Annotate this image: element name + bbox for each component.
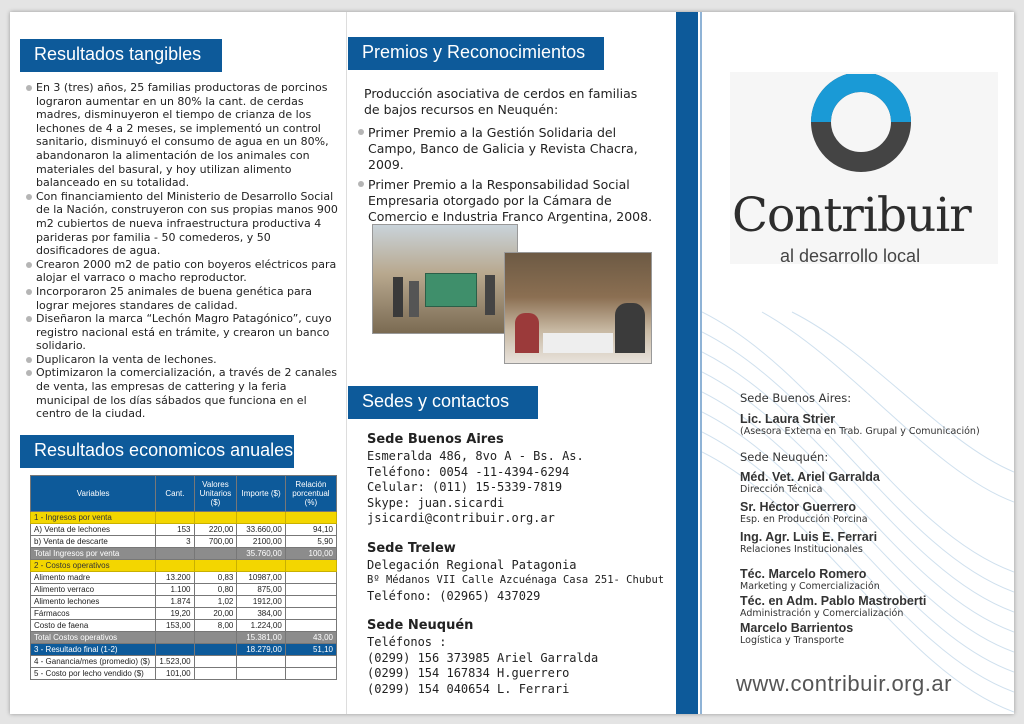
- table-cell: Alimento verraco: [31, 584, 156, 596]
- table-row: [31, 560, 337, 572]
- person-name: Marcelo Barrientos: [740, 621, 854, 635]
- table-cell: 3 - Resultado final (1-2): [31, 644, 156, 656]
- tangible-results-list: [26, 81, 340, 421]
- table-cell: [194, 668, 237, 680]
- person-name: Méd. Vet. Ariel Garralda: [740, 470, 880, 484]
- table-row: [31, 524, 337, 536]
- table-cell: 1.100: [156, 584, 194, 596]
- sede-block: [367, 618, 687, 697]
- table-cell: 5,90: [285, 536, 336, 548]
- sede-line: Esmeralda 486, 8vo A - Bs. As.: [367, 449, 584, 463]
- table-cell: [237, 560, 285, 572]
- person-entry: [740, 500, 1012, 525]
- person-role: Marketing y Comercialización: [740, 581, 880, 592]
- awards-intro: Producción asociativa de cerdos en familias de bajos recursos en Neuquén:: [364, 86, 638, 117]
- table-cell: [194, 548, 237, 560]
- person-name: Ing. Agr. Luis E. Ferrari: [740, 530, 878, 544]
- table-header-cell: Variables: [31, 476, 156, 512]
- person-entry: [740, 470, 1012, 495]
- bullet-item: En 3 (tres) años, 25 familias productoras de porcinos lograron aumentar en un 80% la cant. de cerdas madres, disminuyeron el tiempo de crianza de los lechones de 4 a 2 meses, se implementó un control sanitario, disminuyó el consumo de agua en un 80%, abandonaron la alimentación de los animales con materiales del basural, y hoy utilizan alimento balanceado en su totalidad.: [26, 81, 340, 190]
- table-cell: [285, 584, 336, 596]
- economic-results-table: [30, 475, 337, 680]
- table-cell: Alimento madre: [31, 572, 156, 584]
- table-cell: [285, 572, 336, 584]
- table-cell: 1,02: [194, 596, 237, 608]
- table-shape: [543, 333, 613, 353]
- table-cell: 43,00: [285, 632, 336, 644]
- table-row: [31, 536, 337, 548]
- table-cell: Total Ingresos por venta: [31, 548, 156, 560]
- table-cell: [285, 668, 336, 680]
- table-cell: 2 - Costos operativos: [31, 560, 156, 572]
- table-row: [31, 572, 337, 584]
- table-cell: [156, 548, 194, 560]
- logo-name: Contribuir: [732, 188, 971, 243]
- table-cell: 384,00: [237, 608, 285, 620]
- person-shape: [393, 277, 403, 317]
- person-entry: [740, 412, 1012, 437]
- sede-block: [367, 541, 687, 605]
- table-cell: [285, 512, 336, 524]
- person-role: Dirección Técnica: [740, 484, 823, 495]
- sede-line: (0299) 154 040654 L. Ferrari: [367, 681, 570, 696]
- table-cell: [156, 644, 194, 656]
- bullet-item: Duplicaron la venta de lechones.: [26, 353, 340, 367]
- table-row: [31, 548, 337, 560]
- table-cell: Alimento lechones: [31, 596, 156, 608]
- table-cell: 0,83: [194, 572, 237, 584]
- table-cell: 10987,00: [237, 572, 285, 584]
- table-cell: 33.660,00: [237, 524, 285, 536]
- table-cell: 100,00: [285, 548, 336, 560]
- table-cell: 5 - Costo por lecho vendido ($): [31, 668, 156, 680]
- person-shape: [409, 281, 419, 317]
- table-row: [31, 644, 337, 656]
- person-entry: [740, 567, 1012, 592]
- table-cell: b) Venta de descarte: [31, 536, 156, 548]
- fold-line: [346, 12, 347, 714]
- table-cell: [237, 512, 285, 524]
- table-cell: 20,00: [194, 608, 237, 620]
- table-row: [31, 608, 337, 620]
- table-row: [31, 668, 337, 680]
- table-cell: 35.760,00: [237, 548, 285, 560]
- table-header-cell: Importe ($): [237, 476, 285, 512]
- table-cell: 220,00: [194, 524, 237, 536]
- person-role: Administración y Comercialización: [740, 608, 904, 619]
- sede-ba-label: Sede Buenos Aires:: [740, 391, 852, 405]
- nq-people-list: [740, 470, 1012, 648]
- table-cell: 51,10: [285, 644, 336, 656]
- trailer-shape: [425, 273, 477, 307]
- table-cell: 875,00: [237, 584, 285, 596]
- table-row: [31, 620, 337, 632]
- table-cell: 94,10: [285, 524, 336, 536]
- sede-line: Teléfono: (02965) 437029: [367, 588, 541, 603]
- table-cell: Fármacos: [31, 608, 156, 620]
- table-cell: 2100,00: [237, 536, 285, 548]
- table-header-cell: Valores Unitarios ($): [194, 476, 237, 512]
- table-cell: 1 - Ingresos por venta: [31, 512, 156, 524]
- table-cell: 1.874: [156, 596, 194, 608]
- table-cell: 3: [156, 536, 194, 548]
- table-cell: 153: [156, 524, 194, 536]
- header-premios: Premios y Reconocimientos: [348, 37, 604, 70]
- sede-line: Skype: juan.sicardi: [367, 495, 505, 510]
- table-cell: 101,00: [156, 668, 194, 680]
- table-cell: [194, 632, 237, 644]
- header-resultados-tangibles: Resultados tangibles: [20, 39, 222, 72]
- sede-line: Teléfono: 0054 -11-4394-6294: [367, 464, 570, 479]
- website-link[interactable]: www.contribuir.org.ar: [736, 671, 952, 696]
- table-header-row: [31, 476, 337, 512]
- table-cell: [194, 656, 237, 668]
- header-resultados-economicos: Resultados economicos anuales: [20, 435, 294, 468]
- table-cell: 153,00: [156, 620, 194, 632]
- awards-list: [358, 125, 668, 229]
- table-cell: [237, 656, 285, 668]
- table-row: [31, 584, 337, 596]
- table-cell: 15.381,00: [237, 632, 285, 644]
- sede-line: Celular: (011) 15-5339-7819: [367, 480, 563, 494]
- table-cell: 4 - Ganancia/mes (promedio) ($): [31, 656, 156, 668]
- sede-title: Sede Buenos Aires: [367, 432, 504, 447]
- sede-line: Teléfonos :: [367, 635, 447, 649]
- sede-line: (0299) 156 373985 Ariel Garralda: [367, 650, 599, 665]
- person-name: Sr. Héctor Guerrero: [740, 500, 857, 514]
- person-shape: [515, 313, 539, 353]
- brochure-sheet: [10, 12, 1014, 714]
- bullet-item: Primer Premio a la Responsabilidad Social Empresaria otorgado por la Cámara de Comercio e Industria Franco Argentina, 2008.: [358, 177, 668, 225]
- table-cell: [237, 668, 285, 680]
- sede-title: Sede Trelew: [367, 540, 456, 556]
- table-cell: [285, 620, 336, 632]
- person-entry: [740, 530, 1012, 555]
- person-role: Logística y Transporte: [740, 635, 845, 646]
- table-cell: [156, 512, 194, 524]
- sede-title: Sede Neuquén: [367, 618, 474, 633]
- table-row: [31, 632, 337, 644]
- person-role: Relaciones Institucionales: [740, 544, 863, 555]
- person-entry: [740, 594, 1012, 619]
- person-shape: [615, 303, 645, 353]
- sede-line: Bº Médanos VII Calle Azcuénaga Casa 251- Chubut: [367, 574, 665, 586]
- sede-line: (0299) 154 167834 H.guerrero: [367, 666, 570, 680]
- table-cell: 8,00: [194, 620, 237, 632]
- table-row: [31, 656, 337, 668]
- table-cell: [285, 656, 336, 668]
- table-cell: [285, 560, 336, 572]
- person-role: (Asesora Externa en Trab. Grupal y Comunicación): [740, 426, 980, 437]
- table-cell: 1.523,00: [156, 656, 194, 668]
- table-cell: Costo de faena: [31, 620, 156, 632]
- person-name: Téc. Marcelo Romero: [740, 567, 867, 581]
- bullet-item: Diseñaron la marca “Lechón Magro Patagónico”, cuyo registro nacional está en trámite, y crearon un banco solidario.: [26, 312, 340, 353]
- table-cell: 0,80: [194, 584, 237, 596]
- logo-tagline: al desarrollo local: [780, 246, 921, 266]
- table-cell: [194, 512, 237, 524]
- table-header-cell: Relación porcentual (%): [285, 476, 336, 512]
- table-cell: 1912,00: [237, 596, 285, 608]
- table-cell: 19,20: [156, 608, 194, 620]
- table-cell: 18.279,00: [237, 644, 285, 656]
- bullet-item: Crearon 2000 m2 de patio con boyeros eléctricos para alojar el varraco o macho reproductor.: [26, 258, 340, 285]
- contacts-section: [367, 432, 687, 711]
- person-shape: [485, 275, 495, 315]
- bullet-item: Con financiamiento del Ministerio de Desarrollo Social de la Nación, construyeron con sus propias manos 900 m2 cubiertos de nueva infraestructura productiva 4 parideras por familia - 50 comederos, y 50 dosificadores de agua.: [26, 190, 340, 258]
- bullet-item: Primer Premio a la Gestión Solidaria del Campo, Banco de Galicia y Revista Chacra, 2009.: [358, 125, 668, 173]
- header-sedes: Sedes y contactos: [348, 386, 538, 419]
- sede-block: [367, 432, 687, 527]
- sede-nq-label: Sede Neuquén:: [740, 450, 829, 464]
- person-entry: [740, 621, 1012, 646]
- person-name: Téc. en Adm. Pablo Mastroberti: [740, 594, 927, 608]
- sede-line: Delegación Regional Patagonia: [367, 557, 577, 572]
- ba-people-list: [740, 412, 1012, 443]
- person-role: Esp. en Producción Porcina: [740, 514, 868, 525]
- bullet-item: Optimizaron la comercialización, a través de 2 canales de venta, las empresas de cattering y la feria municipal de los días sábados que funciona en el centro de la ciudad.: [26, 366, 340, 420]
- logo-ring-icon: [806, 74, 916, 184]
- photo-farm: [372, 224, 518, 334]
- table-cell: A) Venta de lechones: [31, 524, 156, 536]
- bullet-item: Incorporaron 25 animales de buena genética para lograr mejores standares de calidad.: [26, 285, 340, 312]
- blue-stripe: [676, 12, 698, 714]
- table-cell: 13.200: [156, 572, 194, 584]
- table-cell: [285, 596, 336, 608]
- table-row: [31, 512, 337, 524]
- table-cell: 1.224,00: [237, 620, 285, 632]
- sede-line: jsicardi@contribuir.org.ar: [367, 511, 555, 525]
- table-cell: [285, 608, 336, 620]
- table-header-cell: Cant.: [156, 476, 194, 512]
- cover-panel: [702, 12, 1014, 714]
- table-cell: [156, 632, 194, 644]
- photo-meeting: [504, 252, 652, 364]
- table-cell: [194, 560, 237, 572]
- person-name: Lic. Laura Strier: [740, 412, 836, 426]
- table-cell: [194, 644, 237, 656]
- table-cell: 700,00: [194, 536, 237, 548]
- table-row: [31, 596, 337, 608]
- table-cell: [156, 560, 194, 572]
- table-cell: Total Costos operativos: [31, 632, 156, 644]
